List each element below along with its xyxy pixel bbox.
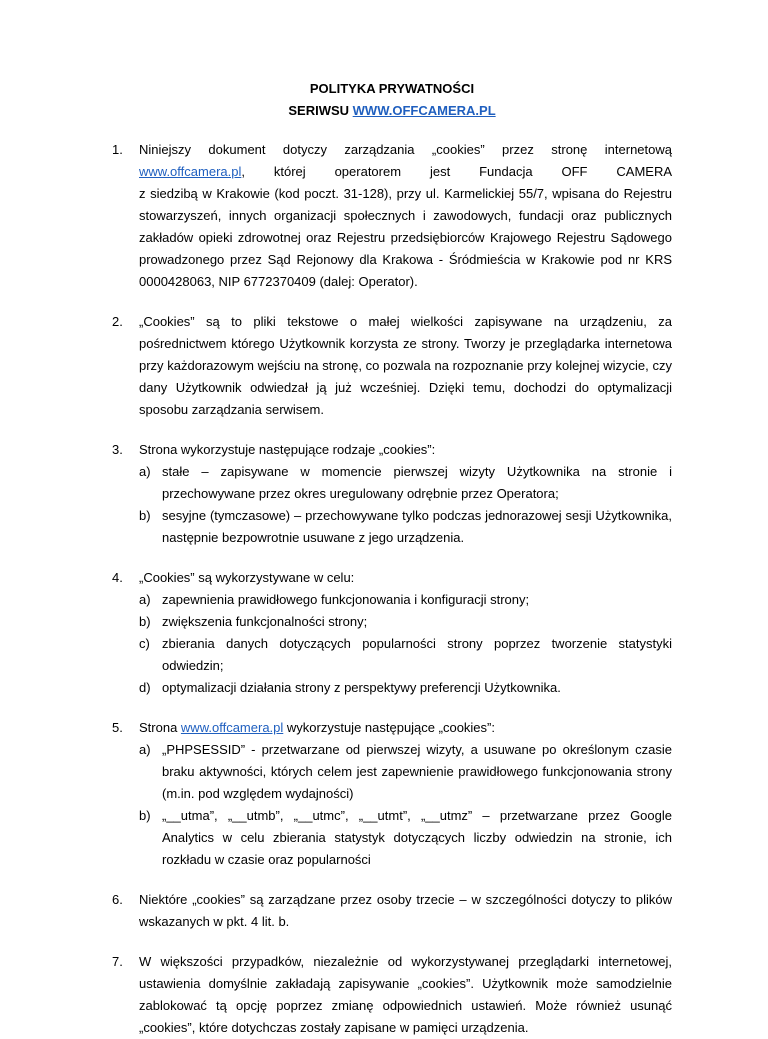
website-link[interactable]: www.offcamera.pl: [180, 720, 284, 735]
item-first-line: [139, 139, 672, 183]
item-text: „Cookies” są wykorzystywane w celu:: [139, 570, 355, 585]
website-link[interactable]: www.offcamera.pl: [139, 164, 242, 179]
item-number: 1.: [112, 142, 123, 157]
document-title-block: [112, 78, 672, 122]
sub-item-letter: c): [139, 636, 150, 651]
sub-list-item: [139, 677, 672, 699]
sub-list: [139, 739, 672, 871]
sub-item-letter: b): [139, 614, 151, 629]
sub-list-item: [139, 611, 672, 633]
item-text: , której operatorem jest Fundacja OFF CAMERA: [241, 164, 672, 179]
sub-item-text: stałe – zapisywane w momencie pierwszej wizyty Użytkownika na stronie i przechowywane przez okres uregulowany odrębnie przez Operatora;: [162, 464, 672, 501]
sub-item-text: „PHPSESSID” - przetwarzane od pierwszej wizyty, a usuwane po określonym czasie braku aktywności, których celem jest zapewnienie prawidłowego funkcjonowania strony (m.in. pod względem wydajności): [162, 742, 672, 801]
sub-item-text: „__utma”, „__utmb”, „__utmc”, „__utmt”, „__utmz” – przetwarzane przez Google Analytics w celu zbierania statystyk dotyczących liczby odwiedzin na stronie, ich rozkładu w czasie oraz popularności: [162, 808, 672, 867]
sub-item-letter: a): [139, 464, 151, 479]
item-text: Niniejszy dokument dotyczy zarządzania „cookies” przez stronę internetową: [139, 142, 672, 157]
sub-list: [139, 589, 672, 699]
sub-item-text: sesyjne (tymczasowe) – przechowywane tylko podczas jednorazowej sesji Użytkownika, następnie bezpowrotnie usuwane z jego urządzenia.: [162, 508, 672, 545]
sub-list-item: [139, 589, 672, 611]
sub-list-item: [139, 739, 672, 805]
sub-item-text: zwiększenia funkcjonalności strony;: [162, 614, 368, 629]
list-item: [112, 717, 672, 871]
sub-list-item: [139, 461, 672, 505]
item-text: W większości przypadków, niezależnie od wykorzystywanej przeglądarki internetowej, ustawienia domyślnie zakładają zapisywanie „cookies”. Użytkownik może samodzielnie zablokować tą opcję poprzez zmianę odpowiednich ustawień. Może również usunąć „cookies”, które dotychczas zostały zapisane w pamięci urządzenia.: [139, 954, 672, 1035]
item-text: z siedzibą w Krakowie (kod poczt. 31-128), przy ul. Karmelickiej 55/7, wpisana do Rejestru stowarzyszeń, innych organizacji społecznych i zawodowych, fundacji oraz publicznych zakładów opieki zdrowotnej oraz Rejestru przedsiębiorców Krajowego Rejestru Sądowego prowadzonego przez Sąd Rejonowy dla Krakowa - Śródmieścia w Krakowie pod nr KRS 0000428063, NIP 6772370409 (dalej: Operator).: [139, 186, 672, 289]
document-title: POLITYKA PRYWATNOŚCI: [309, 81, 475, 96]
item-number: 5.: [112, 720, 123, 735]
list-item: [112, 889, 672, 933]
item-text: „Cookies” są to pliki tekstowe o małej wielkości zapisywane na urządzeniu, za pośrednictwem którego Użytkownik korzysta ze strony. Tworzy je przeglądarka internetowa przy każdorazowym wejściu na stronę, co pozwala na rozpoznanie przy kolejnej wizycie, czy dany Użytkownik odwiedzał ją już wcześniej. Dzięki temu, dochodzi do optymalizacji sposobu zarządzania serwisem.: [139, 314, 672, 417]
item-number: 2.: [112, 314, 123, 329]
sub-list-item: [139, 805, 672, 871]
list-item: [112, 311, 672, 421]
sub-item-text: zbierania danych dotyczących popularności strony poprzez tworzenie statystyki odwiedzin;: [162, 636, 672, 673]
sub-list-item: [139, 505, 672, 549]
subtitle-prefix: SERIWSU: [288, 103, 353, 118]
sub-item-letter: b): [139, 508, 151, 523]
sub-list: [139, 461, 672, 549]
list-item: [112, 567, 672, 699]
item-number: 3.: [112, 442, 123, 457]
item-number: 7.: [112, 954, 123, 969]
sub-item-letter: b): [139, 808, 151, 823]
list-item: [112, 139, 672, 293]
document-subtitle: [112, 100, 672, 122]
sub-item-letter: d): [139, 680, 151, 695]
item-number: 6.: [112, 892, 123, 907]
item-number: 4.: [112, 570, 123, 585]
item-first-line: [139, 717, 672, 739]
sub-item-letter: a): [139, 592, 151, 607]
sub-list-item: [139, 633, 672, 677]
sub-item-text: optymalizacji działania strony z perspektywy preferencji Użytkownika.: [162, 680, 561, 695]
item-text: Niektóre „cookies” są zarządzane przez osoby trzecie – w szczególności dotyczy to plików wskazanych w pkt. 4 lit. b.: [139, 892, 672, 929]
list-item: [112, 951, 672, 1039]
item-text: wykorzystuje następujące „cookies”:: [283, 720, 495, 735]
policy-list: [112, 139, 672, 1039]
website-link[interactable]: WWW.OFFCAMERA.PL: [352, 103, 496, 118]
sub-item-letter: a): [139, 742, 151, 757]
item-text: Strona: [139, 720, 181, 735]
item-text: Strona wykorzystuje następujące rodzaje „cookies”:: [139, 442, 436, 457]
sub-item-text: zapewnienia prawidłowego funkcjonowania i konfiguracji strony;: [162, 592, 530, 607]
list-item: [112, 439, 672, 549]
